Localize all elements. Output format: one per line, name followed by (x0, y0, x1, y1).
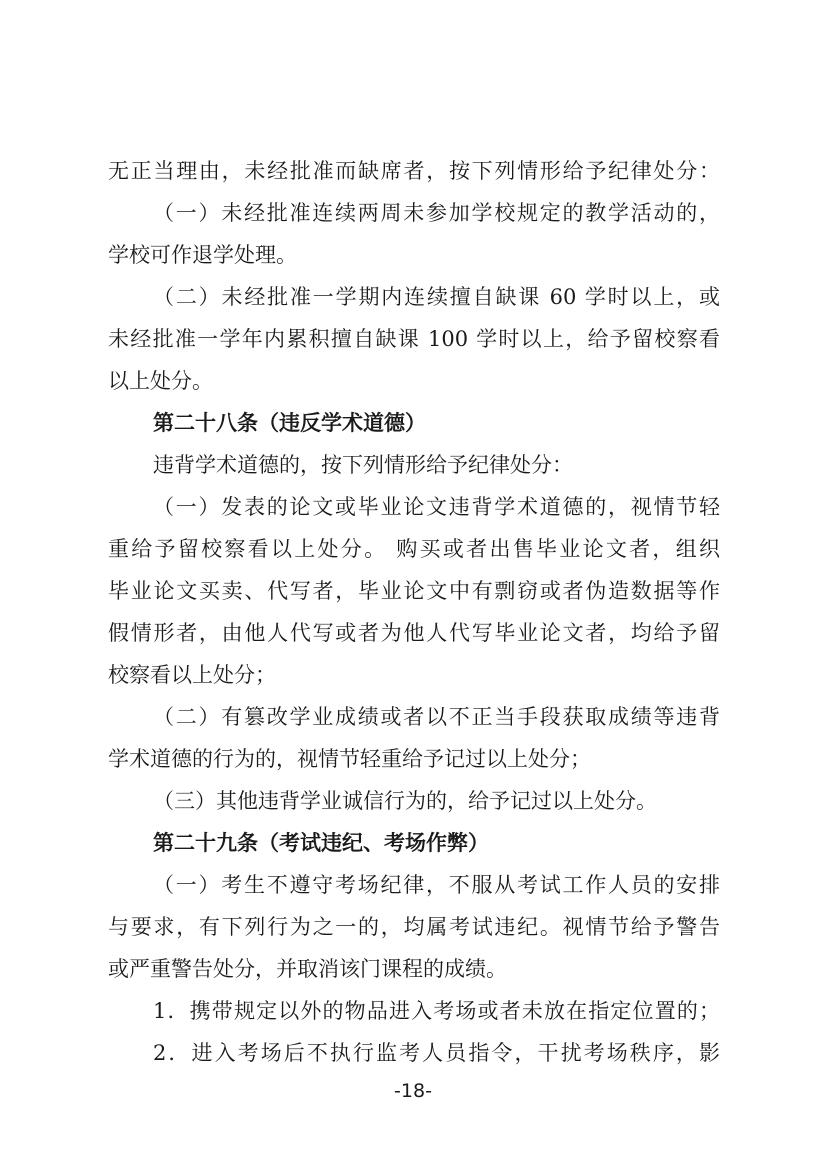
paragraph-line: （三）其他违背学业诚信行为的，给予记过以上处分。 (153, 789, 657, 813)
paragraph-line: 与要求，有下列行为之一的，均属考试违纪。视情节给予警告 (108, 915, 720, 939)
paragraph-line: 学术道德的行为的，视情节轻重给予记过以上处分； (108, 747, 591, 771)
paragraph-line: 违背学术道德的，按下列情形给予纪律处分： (153, 453, 573, 477)
paragraph-line: 毕业论文买卖、代写者，毕业论文中有剽窃或者伪造数据等作 (108, 579, 720, 603)
article-heading: 第二十九条（考试违纪、考场作弊） (153, 830, 489, 855)
paragraph-line: （一）发表的论文或毕业论文违背学术道德的，视情节轻 (153, 495, 720, 519)
paragraph-line: 校察看以上处分； (108, 663, 276, 687)
paragraph-line: （一）未经批准连续两周未参加学校规定的教学活动的， (153, 201, 720, 225)
paragraph-line: 无正当理由，未经批准而缺席者，按下列情形给予纪律处分： (108, 159, 720, 183)
paragraph-line: 重给予留校察看以上处分。 购买或者出售毕业论文者，组织 (108, 537, 720, 561)
article-heading: 第二十八条（违反学术道德） (153, 410, 426, 435)
document-body (108, 150, 720, 1074)
paragraph-line: 假情形者，由他人代写或者为他人代写毕业论文者，均给予留 (108, 621, 720, 645)
paragraph-line: （一）考生不遵守考场纪律，不服从考试工作人员的安排 (153, 873, 720, 897)
paragraph-line: 或严重警告处分，并取消该门课程的成绩。 (108, 957, 507, 981)
paragraph-line: 学校可作退学处理。 (108, 243, 297, 267)
paragraph-line: （二）有篡改学业成绩或者以不正当手段获取成绩等违背 (153, 705, 720, 729)
paragraph-line: 以上处分。 (108, 369, 213, 393)
paragraph-line: 1．携带规定以外的物品进入考场或者未放在指定位置的； (153, 999, 720, 1023)
paragraph-line: （二）未经批准一学期内连续擅自缺课 60 学时以上，或 (153, 285, 720, 309)
paragraph-line: 未经批准一学年内累积擅自缺课 100 学时以上，给予留校察看 (108, 327, 720, 351)
page-number: -18- (394, 1080, 432, 1102)
paragraph-line: 2．进入考场后不执行监考人员指令，干扰考场秩序，影 (153, 1041, 720, 1065)
